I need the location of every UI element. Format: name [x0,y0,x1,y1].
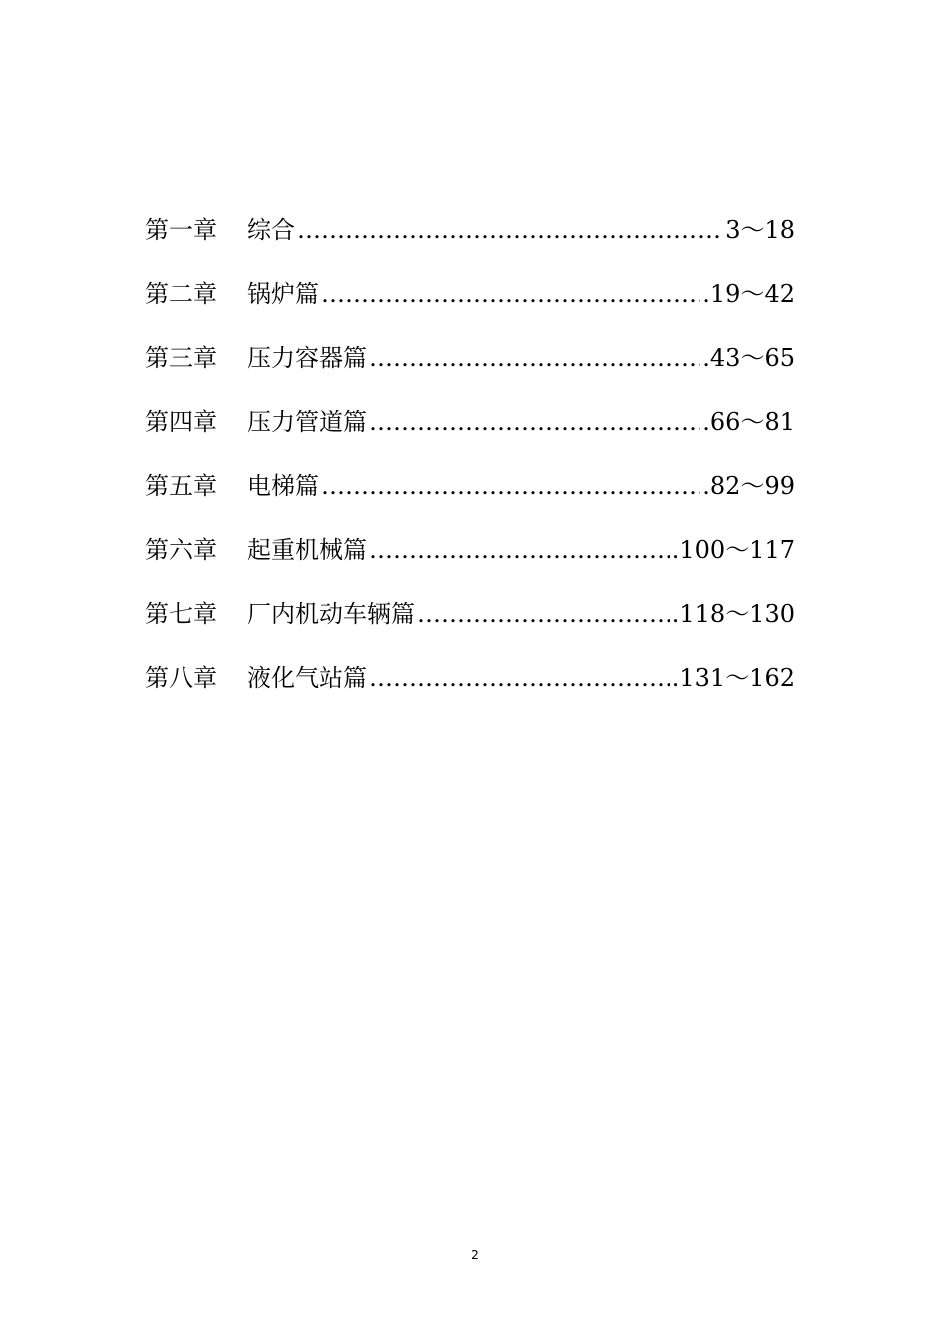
toc-chapter-label: 第二章 [145,280,217,308]
toc-leader-dots [321,462,700,510]
toc-page-range: .118～130 [671,600,795,628]
page-number: 2 [471,1248,479,1262]
toc-title: 锅炉篇 [247,280,319,308]
table-of-contents [145,206,795,718]
toc-chapter-label: 第八章 [145,664,217,692]
toc-entry [145,654,795,718]
toc-chapter-label: 第四章 [145,408,217,436]
toc-title: 压力容器篇 [247,344,367,372]
toc-entry [145,398,795,462]
toc-leader-dots [417,590,670,638]
toc-leader-dots [369,398,700,446]
toc-chapter-label: 第七章 [145,600,217,628]
toc-page-range: .131～162 [671,664,795,692]
toc-page-range: .82～99 [702,472,795,500]
toc-chapter-label: 第五章 [145,472,217,500]
toc-title: 液化气站篇 [247,664,367,692]
toc-entry [145,526,795,590]
toc-entry [145,206,795,270]
toc-title: 电梯篇 [247,472,319,500]
toc-page-range: 3～18 [725,216,795,244]
toc-title: 厂内机动车辆篇 [247,600,415,628]
toc-leader-dots [369,334,700,382]
toc-leader-dots [369,526,670,574]
toc-title: 综合 [247,216,295,244]
toc-leader-dots [321,270,700,318]
toc-entry [145,590,795,654]
toc-entry [145,462,795,526]
toc-title: 起重机械篇 [247,536,367,564]
toc-chapter-label: 第六章 [145,536,217,564]
toc-page-range: .100～117 [671,536,795,564]
toc-page-range: .43～65 [702,344,795,372]
toc-chapter-label: 第一章 [145,216,217,244]
toc-entry [145,334,795,398]
toc-title: 压力管道篇 [247,408,367,436]
toc-entry [145,270,795,334]
toc-page-range: .66～81 [702,408,795,436]
toc-leader-dots [297,206,723,254]
toc-leader-dots [369,654,670,702]
toc-chapter-label: 第三章 [145,344,217,372]
toc-page-range: .19～42 [702,280,795,308]
